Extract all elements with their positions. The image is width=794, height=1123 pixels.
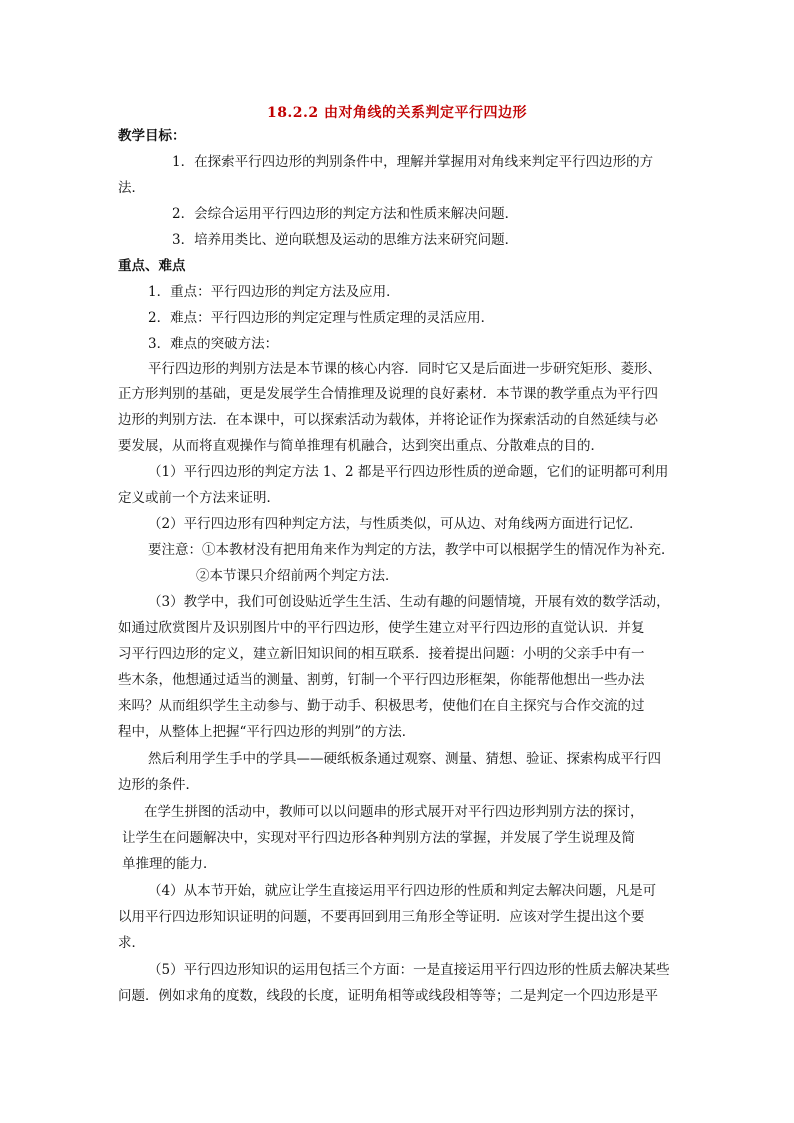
paragraph-line: 在学生拼图的活动中，教师可以以问题串的形式展开对平行四边形判别方法的探讨， (144, 804, 644, 820)
key-point-1: 1．重点：平行四边形的判定方法及应用． (148, 284, 400, 300)
paragraph-line: 让学生在问题解决中，实现对平行四边形各种判别方法的掌握，并发展了学生说理及简 (122, 830, 635, 846)
paragraph-line: 要发展，从而将直观操作与简单推理有机融合，达到突出重点、分散难点的目的． (118, 438, 604, 454)
paragraph-line: 然后利用学生手中的学具——硬纸板条通过观察、测量、猜想、验证、探索构成平行四 (148, 751, 661, 767)
paragraph-line: 平行四边形的判别方法是本节课的核心内容．同时它又是后面进一步研究矩形、菱形、 (148, 361, 661, 377)
point-5: （5）平行四边形知识的运用包括三个方面：一是直接运用平行四边形的性质去解决某些 (148, 962, 670, 978)
point-4-cont: 求． (118, 935, 145, 951)
note-line: 要注意：①本教材没有把用角来作为判定的方法，教学中可以根据学生的情况作为补充． (148, 542, 675, 558)
objective-1: 1．在探索平行四边形的判别条件中，理解并掌握用对角线来判定平行四边形的方 (172, 154, 654, 170)
point-1-cont: 定义或前一个方法来证明． (118, 490, 280, 506)
paragraph-line: 边形的判别方法．在本课中，可以探索活动为载体，并将论证作为探索活动的自然延续与必 (118, 412, 658, 428)
document-title: 18.2.2 由对角线的关系判定平行四边形 (266, 105, 528, 121)
paragraph-line: 正方形判别的基础，更是发展学生合情推理及说理的良好素材．本节课的教学重点为平行四 (118, 386, 658, 402)
point-4: （4）从本节开始，就应让学生直接运用平行四边形的性质和判定去解决问题，凡是可 (148, 883, 657, 899)
point-2: （2）平行四边形有四种判定方法，与性质类似，可从边、对角线两方面进行记忆． (148, 516, 643, 532)
point-3-cont: 些木条，他想通过适当的测量、割剪，钉制一个平行四边形框架，你能帮他想出一些办法 (118, 672, 645, 688)
point-3-cont: 来吗？从而组织学生主动参与、勤于动手、积极思考，使他们在自主探究与合作交流的过 (118, 698, 645, 714)
point-3: （3）教学中，我们可创设贴近学生生活、生动有趣的问题情境，开展有效的数学活动， (148, 594, 670, 610)
point-3-cont: 如通过欣赏图片及识别图片中的平行四边形，使学生建立对平行四边形的直觉认识．并复 (118, 620, 645, 636)
paragraph-line: 单推理的能力． (122, 856, 217, 872)
point-1: （1）平行四边形的判定方法 1、2 都是平行四边形性质的逆命题，它们的证明都可利用 (148, 464, 669, 480)
key-point-3: 3．难点的突破方法： (148, 336, 279, 352)
paragraph-line: 边形的条件． (118, 777, 199, 793)
objective-1-cont: 法． (118, 180, 145, 196)
point-3-cont: 程中，从整体上把握“平行四边形的判别”的方法． (118, 724, 416, 740)
objective-3: 3．培养用类比、逆向联想及运动的思维方法来研究问题． (172, 232, 519, 248)
note-line-2: ②本节课只介绍前两个判定方法． (196, 568, 399, 584)
objective-2: 2．会综合运用平行四边形的判定方法和性质来解决问题． (172, 206, 519, 222)
key-point-2: 2．难点：平行四边形的判定定理与性质定理的灵活应用． (148, 310, 495, 326)
section-heading-key-points: 重点、难点 (118, 258, 186, 274)
point-3-cont: 习平行四边形的定义，建立新旧知识间的相互联系．接着提出问题：小明的父亲手中有一 (118, 646, 645, 662)
point-5-cont: 问题．例如求角的度数，线段的长度，证明角相等或线段相等等；二是判定一个四边形是平 (118, 988, 658, 1004)
section-heading-objectives: 教学目标： (118, 128, 186, 144)
point-4-cont: 以用平行四边形知识证明的问题，不要再回到用三角形全等证明．应该对学生提出这个要 (118, 909, 645, 925)
